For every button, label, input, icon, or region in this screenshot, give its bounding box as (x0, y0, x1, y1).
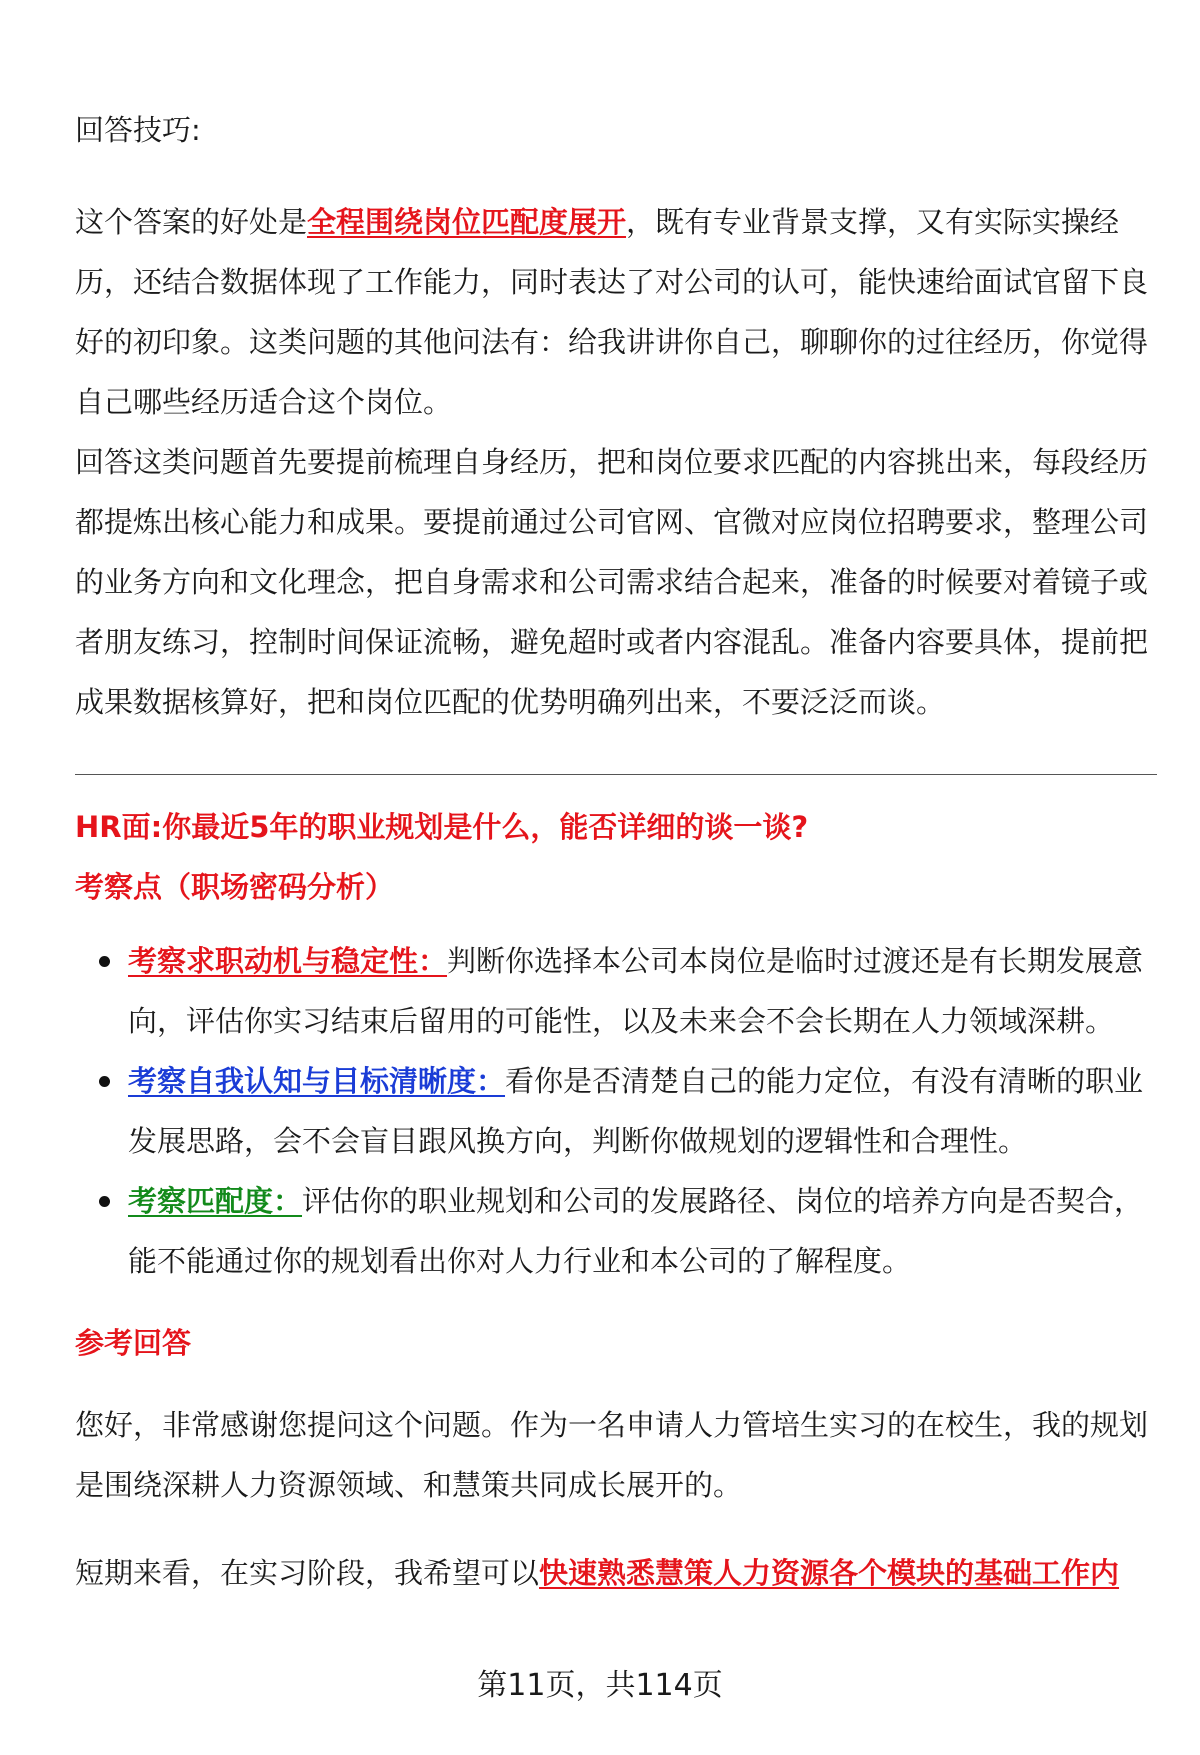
point-label: 考察匹配度： (128, 1184, 303, 1218)
tip-paragraph-1 (75, 192, 1150, 432)
answer-highlight: 快速熟悉慧策人力资源各个模块的基础工作内 (539, 1556, 1120, 1590)
point-text: 评估你的职业规划和公司的发展路径、岗位的培养方向是否契合，能不能通过你的规划看出你对人力行业和本公司的了解程度。 (128, 1184, 1144, 1278)
answer-paragraph-2 (75, 1543, 1150, 1603)
bullet-dot (99, 1076, 110, 1087)
section-divider (75, 774, 1157, 775)
point-label: 考察求职动机与稳定性： (128, 944, 448, 978)
answer-paragraph-2-pre: 短期来看，在实习阶段，我希望可以 (75, 1556, 540, 1590)
point-text: 判断你选择本公司本岗位是临时过渡还是有长期发展意向，评估你实习结束后留用的可能性，以及未来会不会长期在人力领域深耕。 (128, 944, 1144, 1038)
point-text: 看你是否清楚自己的能力定位，有没有清晰的职业发展思路，会不会盲目跟风换方向，判断你做规划的逻辑性和合理性。 (128, 1064, 1144, 1158)
tip-heading: 回答技巧: (75, 113, 201, 147)
tip-paragraph-2: 回答这类问题首先要提前梳理自身经历，把和岗位要求匹配的内容挑出来，每段经历都提炼出核心能力和成果。要提前通过公司官网、官微对应岗位招聘要求，整理公司的业务方向和文化理念，把自身需求和公司需求结合起来，准备的时候要对着镜子或者朋友练习，控制时间保证流畅，避免超时或者内容混乱。准备内容要具体，提前把成果数据核算好，把和岗位匹配的优势明确列出来，不要泛泛而谈。 (75, 445, 1149, 719)
bullet-dot (99, 1196, 110, 1207)
interview-question: HR面:你最近5年的职业规划是什么，能否详细的谈一谈? (75, 810, 809, 844)
points-list (75, 931, 1150, 1291)
point-item-match (75, 1171, 1150, 1291)
point-label: 考察自我认知与目标清晰度： (128, 1064, 506, 1098)
tip-paragraph-1-post: ，既有专业背景支撑，又有实际实操经历，还结合数据体现了工作能力，同时表达了对公司的认可，能快速给面试官留下良好的初印象。这类问题的其他问法有：给我讲讲你自己，聊聊你的过往经历，你觉得自己哪些经历适合这个岗位。 (75, 205, 1149, 419)
point-item-self-awareness (75, 1051, 1150, 1171)
points-title: 考察点（职场密码分析） (75, 870, 395, 904)
page-footer: 第11页，共114页 (477, 1668, 723, 1703)
tip-highlight: 全程围绕岗位匹配度展开 (307, 205, 627, 239)
bullet-dot (99, 956, 110, 967)
answer-title: 参考回答 (75, 1326, 192, 1360)
answer-paragraph-1: 您好，非常感谢您提问这个问题。作为一名申请人力管培生实习的在校生，我的规划是围绕深耕人力资源领域、和慧策共同成长展开的。 (75, 1408, 1149, 1502)
tip-paragraph-1-pre: 这个答案的好处是 (75, 205, 308, 239)
point-item-motivation (75, 931, 1150, 1051)
page-content (75, 100, 1150, 1603)
